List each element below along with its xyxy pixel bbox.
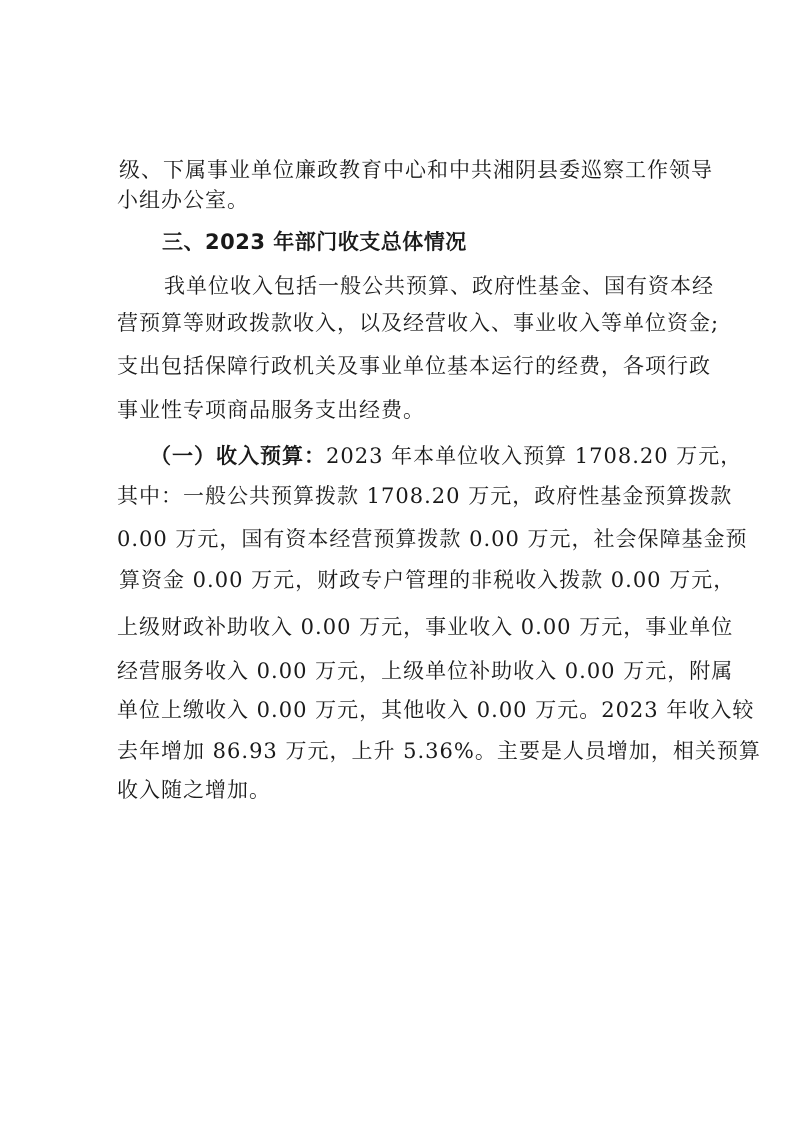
text-line-12: 上级财政补助收入 0.00 万元，事业收入 0.00 万元，事业单位 xyxy=(117,615,734,639)
paragraph-line xyxy=(0,651,795,691)
text-line-15: 去年增加 86.93 万元，上升 5.36%。主要是人员增加，相关预算 xyxy=(117,739,761,763)
text-line-8: 2023 年本单位收入预算 1708.20 万元， xyxy=(326,444,743,468)
paragraph-line xyxy=(0,519,795,559)
text-line-11: 算资金 0.00 万元，财政专户管理的非税收入拨款 0.00 万元， xyxy=(119,568,736,592)
paragraph-line xyxy=(0,607,795,647)
text-line-13: 经营服务收入 0.00 万元，上级单位补助收入 0.00 万元，附属 xyxy=(117,659,734,683)
section-heading-text: 三、2023 年部门收支总体情况 xyxy=(162,230,467,254)
text-line-16: 收入随之增加。 xyxy=(117,778,271,802)
text-line-5: 营预算等财政拨款收入，以及经营收入、事业收入等单位资金; xyxy=(117,311,720,335)
text-line-2: 小组办公室。 xyxy=(117,188,249,212)
paragraph-line xyxy=(0,560,795,600)
text-line-4: 我单位收入包括一般公共预算、政府性基金、国有资本经 xyxy=(164,274,714,298)
text-line-9: 其中：一般公共预算拨款 1708.20 万元，政府性基金预算拨款 xyxy=(117,484,733,508)
section-heading xyxy=(0,222,795,262)
subsection-label: （一）收入预算： xyxy=(150,444,326,468)
paragraph-line xyxy=(0,390,795,430)
paragraph-line xyxy=(0,180,795,220)
paragraph-line xyxy=(0,346,795,386)
text-line-1: 级、下属事业单位廉政教育中心和中共湘阴县委巡察工作领导 xyxy=(119,158,713,182)
paragraph-line xyxy=(0,303,795,343)
text-line-6: 支出包括保障行政机关及事业单位基本运行的经费，各项行政 xyxy=(117,354,711,378)
text-line-14: 单位上缴收入 0.00 万元，其他收入 0.00 万元。2023 年收入较 xyxy=(117,698,755,722)
paragraph-line xyxy=(0,731,795,771)
paragraph-line xyxy=(0,266,795,306)
paragraph-line xyxy=(0,476,795,516)
text-line-10: 0.00 万元，国有资本经营预算拨款 0.00 万元，社会保障基金预 xyxy=(117,527,748,551)
paragraph-line xyxy=(0,690,795,730)
text-line-7: 事业性专项商品服务支出经费。 xyxy=(117,398,425,422)
paragraph-line xyxy=(0,770,795,810)
paragraph-line xyxy=(0,436,795,476)
